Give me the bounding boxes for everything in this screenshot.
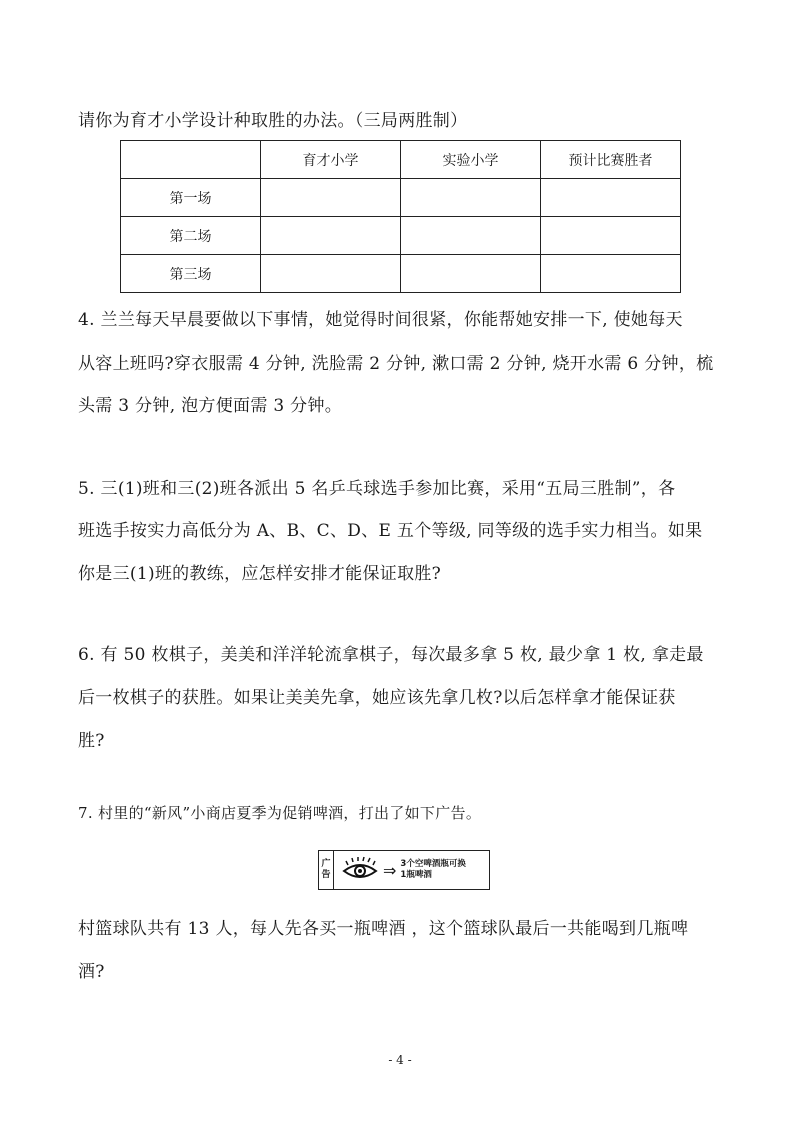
table-cell [541, 179, 681, 217]
table-row-label: 第一场 [121, 179, 261, 217]
double-arrow-icon: ⇒ [383, 860, 397, 880]
table-header-cell: 预计比赛胜者 [541, 141, 681, 179]
ad-text [400, 859, 465, 881]
question-5-line-2: 班选手按实力高低分为 A、B、C、D、E 五个等级, 同等级的选手实力相当。如果 [78, 521, 703, 541]
table-row-label: 第三场 [121, 255, 261, 293]
table-cell [261, 179, 401, 217]
question-6-line-2: 后一枚棋子的获胜。如果让美美先拿，她应该先拿几枚?以后怎样拿才能保证获 [78, 688, 676, 708]
ad-tag-bottom: 告 [321, 870, 331, 880]
question-7-line-3: 酒? [78, 962, 105, 982]
question-4-line-2: 从容上班吗?穿衣服需 4 分钟, 洗脸需 2 分钟, 漱口需 2 分钟, 烧开水需 6 分钟，梳 [78, 354, 714, 374]
table-cell [261, 255, 401, 293]
eye-icon [340, 856, 380, 884]
question-4-line-1: 4. 兰兰每天早晨要做以下事情，她觉得时间很紧，你能帮她安排一下, 使她每天 [78, 310, 683, 330]
question-7-line-1: 7. 村里的“新风”小商店夏季为促销啤酒，打出了如下广告。 [78, 804, 482, 822]
question-5-line-1: 5. 三(1)班和三(2)班各派出 5 名乒乓球选手参加比赛，采用“五局三胜制”，各 [78, 479, 676, 499]
table-header-cell: 实验小学 [401, 141, 541, 179]
table-cell [401, 179, 541, 217]
table-row-label: 第二场 [121, 217, 261, 255]
table-header-cell [121, 141, 261, 179]
table-cell [401, 255, 541, 293]
table-row [121, 217, 681, 255]
ad-text-line-1: 3个空啤酒瓶可换 [400, 859, 466, 869]
question-7-line-2: 村篮球队共有 13 人，每人先各买一瓶啤酒 ，这个篮球队最后一共能喝到几瓶啤 [78, 919, 689, 939]
question-6-line-3: 胜? [78, 731, 105, 751]
table-header-row [121, 141, 681, 179]
ad-tag-top: 广 [321, 859, 331, 869]
table-row [121, 255, 681, 293]
advertisement-box [318, 850, 490, 890]
table-cell [541, 255, 681, 293]
table-header-cell: 育才小学 [261, 141, 401, 179]
intro-text: 请你为育才小学设计种取胜的办法。（三局两胜制） [78, 111, 468, 131]
question-4-line-3: 头需 3 分钟, 泡方便面需 3 分钟。 [78, 396, 343, 416]
ad-tag [319, 851, 334, 889]
table-cell [401, 217, 541, 255]
table-cell [261, 217, 401, 255]
question-6-line-1: 6. 有 50 枚棋子，美美和洋洋轮流拿棋子，每次最多拿 5 枚, 最少拿 1 枚, 拿走最 [78, 645, 704, 665]
ad-text-line-2: 1瓶啤酒 [400, 870, 432, 880]
table-cell [541, 217, 681, 255]
match-table [120, 140, 681, 293]
page-number: - 4 - [388, 1053, 412, 1067]
table-row [121, 179, 681, 217]
question-5-line-3: 你是三(1)班的教练，应怎样安排才能保证取胜? [78, 564, 442, 584]
